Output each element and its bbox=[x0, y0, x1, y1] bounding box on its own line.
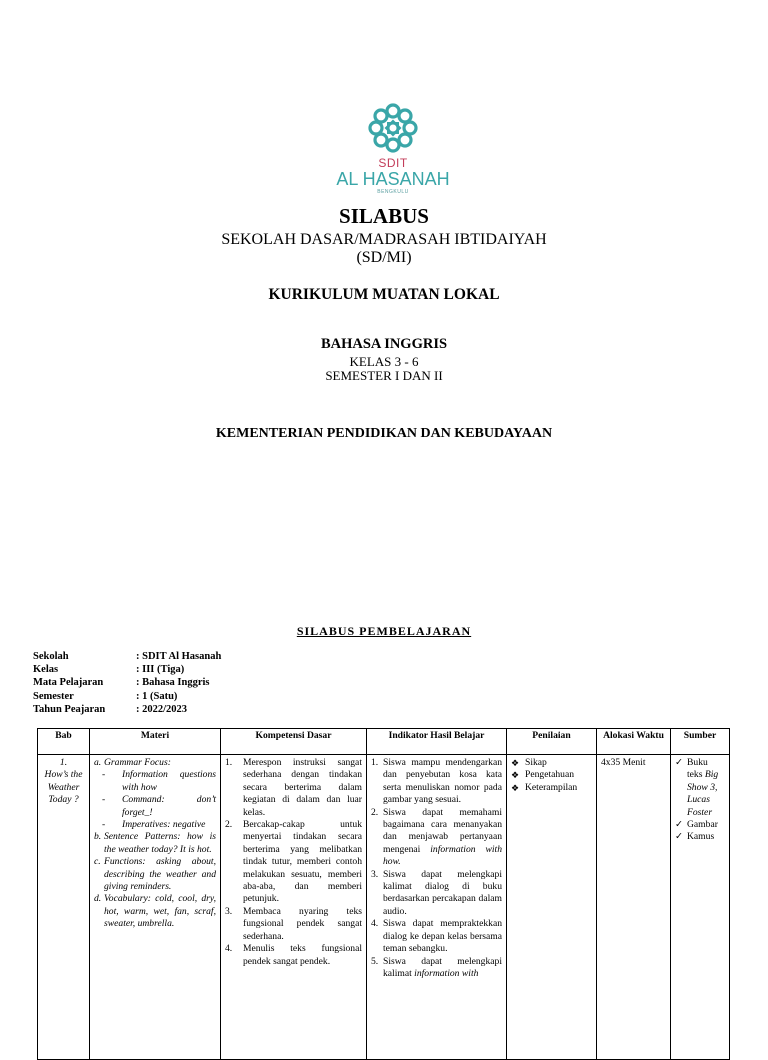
indikator-plain: Siswa dapat melengkapi kalimat bbox=[383, 955, 502, 979]
list-marker: 1. bbox=[371, 757, 379, 768]
bab-text: 1. How’s the Weather Today ? bbox=[44, 757, 83, 806]
table-row bbox=[38, 755, 730, 1060]
list-item bbox=[371, 807, 502, 869]
section-heading bbox=[0, 624, 768, 639]
list-item bbox=[371, 918, 502, 955]
materi-d: Vocabulary: cold, cool, dry, hot, warm, wet, fan, scraf, sweater, umbrella. bbox=[104, 893, 216, 930]
school-level-abbrev: (SD/MI) bbox=[356, 249, 412, 266]
info-row bbox=[33, 650, 221, 663]
kompetensi-text: Menulis teks fungsional pendek sangat pendek. bbox=[243, 943, 362, 967]
list-item bbox=[94, 794, 216, 819]
logo-sdit-text: SDIT bbox=[378, 156, 408, 170]
checkmark-icon: ✓ bbox=[675, 757, 684, 768]
indikator-text bbox=[383, 807, 502, 869]
list-item bbox=[225, 943, 362, 968]
header-indikator: Indikator Hasil Belajar bbox=[367, 729, 507, 755]
checkmark-icon: ✓ bbox=[675, 819, 684, 831]
checkmark-icon: ✓ bbox=[675, 831, 684, 843]
list-marker: 1. bbox=[225, 757, 233, 768]
list-item bbox=[225, 906, 362, 943]
alokasi-text: 4x35 Menit bbox=[601, 757, 646, 768]
logo-city: BENGKULU bbox=[377, 189, 409, 195]
info-value: : Bahasa Inggris bbox=[136, 677, 210, 689]
list-item bbox=[94, 757, 216, 769]
info-label: Kelas bbox=[33, 664, 59, 676]
list-marker: 3. bbox=[225, 905, 233, 917]
sumber-plain: Buku teks bbox=[687, 757, 708, 781]
list-item bbox=[94, 856, 216, 893]
cell-kompetensi bbox=[221, 755, 367, 1060]
list-item bbox=[675, 819, 725, 831]
header-penilaian: Penilaian bbox=[507, 729, 597, 755]
indikator-plain: Siswa mampu mendengarkan dan penyebutan kosa kata serta menuliskan nomor pada gambar yang sesuai. bbox=[383, 757, 502, 806]
list-item bbox=[371, 757, 502, 807]
info-label: Mata Pelajaran bbox=[33, 677, 104, 689]
info-row bbox=[33, 676, 221, 689]
diamond-bullet-icon: ❖ bbox=[511, 770, 520, 781]
materi-a-sub: Command: don’t forget_! bbox=[122, 794, 216, 818]
header-alokasi: Alokasi Waktu bbox=[597, 729, 671, 755]
cell-alokasi bbox=[597, 755, 671, 1060]
header-bab: Bab bbox=[38, 729, 90, 755]
header-materi: Materi bbox=[90, 729, 221, 755]
indikator-italic: information with bbox=[414, 967, 479, 979]
indikator-text bbox=[383, 869, 502, 919]
materi-a-sub: Imperatives: negative bbox=[122, 819, 206, 831]
info-row bbox=[33, 690, 221, 703]
curriculum-title: KURIKULUM MUATAN LOKAL bbox=[268, 286, 500, 303]
section-heading-text: SILABUS PEMBELAJARAN bbox=[296, 624, 472, 638]
cell-indikator bbox=[367, 755, 507, 1060]
syllabus-table bbox=[37, 728, 730, 1060]
list-item bbox=[371, 956, 502, 981]
indikator-italic: information with how. bbox=[383, 843, 502, 868]
school-logo bbox=[334, 100, 452, 196]
list-item bbox=[94, 769, 216, 794]
indikator-text bbox=[383, 757, 502, 807]
diamond-bullet-icon: ❖ bbox=[511, 782, 520, 793]
materi-b: Sentence Patterns: how is the weather today? It is hot. bbox=[104, 831, 216, 855]
sumber-text: Kamus bbox=[687, 831, 715, 843]
semester-range: SEMESTER I DAN II bbox=[325, 368, 443, 383]
list-marker: - bbox=[102, 769, 106, 781]
list-marker: 2. bbox=[225, 819, 233, 831]
info-value: : 2022/2023 bbox=[136, 703, 188, 715]
cell-bab bbox=[38, 755, 90, 1060]
info-label: Tahun Peajaran bbox=[33, 703, 106, 715]
logo-school-name: AL HASANAH bbox=[336, 169, 450, 189]
list-marker: b. bbox=[94, 831, 102, 843]
sumber-text: Gambar bbox=[687, 819, 718, 831]
indikator-text bbox=[383, 956, 502, 981]
cell-materi bbox=[90, 755, 221, 1060]
list-marker: c. bbox=[94, 856, 101, 868]
list-item bbox=[225, 819, 362, 906]
list-marker: 4. bbox=[225, 943, 233, 955]
info-value: : III (Tiga) bbox=[136, 664, 185, 676]
list-marker: 4. bbox=[371, 918, 379, 930]
cell-penilaian bbox=[507, 755, 597, 1060]
document-title: SILABUS bbox=[339, 204, 429, 228]
materi-a-sub: Information questions with how bbox=[122, 769, 216, 793]
list-item bbox=[675, 757, 725, 819]
materi-c: Functions: asking about, describing the weather and giving reminders. bbox=[104, 856, 216, 893]
school-level-title: SEKOLAH DASAR/MADRASAH IBTIDAIYAH bbox=[221, 231, 547, 248]
info-label: Semester bbox=[33, 690, 74, 702]
penilaian-text: Sikap bbox=[525, 757, 547, 768]
list-item bbox=[94, 819, 216, 831]
header-sumber: Sumber bbox=[671, 729, 730, 755]
indikator-plain: Siswa dapat mempraktekkan dialog ke depan kelas bersama teman sebangku. bbox=[383, 918, 502, 955]
penilaian-text: Pengetahuan bbox=[525, 769, 575, 781]
list-item bbox=[371, 869, 502, 919]
diamond-bullet-icon: ❖ bbox=[511, 758, 520, 768]
list-marker: d. bbox=[94, 893, 102, 905]
cell-sumber bbox=[671, 755, 730, 1060]
kompetensi-text: Merespon instruksi sangat sederhana dengan tindakan secara berterima dalam kegiatan di dalam dan luar kelas. bbox=[243, 757, 362, 818]
kompetensi-text: Bercakap-cakap untuk menyertai tindakan secara berterima yang melibatkan tindak tutur, memberi contoh melakukan sesuatu, memberi aba-aba, dan memberi petunjuk. bbox=[243, 819, 362, 905]
info-row bbox=[33, 703, 221, 716]
list-item bbox=[225, 757, 362, 819]
sumber-italic: Big Show 3, Lucas Foster bbox=[687, 769, 719, 818]
header-kompetensi: Kompetensi Dasar bbox=[221, 729, 367, 755]
indikator-plain: Siswa dapat memahami bagaimana cara menanyakan dan menjawab pertanyaan mengenai bbox=[383, 806, 502, 855]
subject-title: BAHASA INGGRIS bbox=[320, 336, 448, 352]
indikator-plain: Siswa dapat melengkapi kalimat dialog di buku berdasarkan percakapan dalam audio. bbox=[383, 868, 502, 917]
list-marker: 3. bbox=[371, 868, 379, 880]
list-marker: - bbox=[102, 819, 106, 831]
kompetensi-text: Membaca nyaring teks fungsional pendek sangat sederhana. bbox=[243, 905, 362, 942]
list-item bbox=[511, 769, 592, 781]
list-item bbox=[511, 782, 592, 794]
info-row bbox=[33, 663, 221, 676]
materi-a: Grammar Focus: bbox=[104, 757, 171, 768]
list-item bbox=[94, 831, 216, 856]
info-label: Sekolah bbox=[33, 651, 69, 662]
list-item bbox=[94, 893, 216, 930]
list-item bbox=[675, 831, 725, 843]
info-value: : SDIT Al Hasanah bbox=[136, 651, 222, 662]
list-marker: 2. bbox=[371, 806, 379, 818]
list-item bbox=[511, 757, 592, 769]
indikator-text bbox=[383, 918, 502, 955]
sumber-text bbox=[687, 757, 725, 819]
info-block bbox=[33, 650, 221, 716]
class-range: KELAS 3 - 6 bbox=[349, 354, 419, 369]
table-header-row bbox=[38, 729, 730, 755]
list-marker: - bbox=[102, 794, 106, 806]
info-value: : 1 (Satu) bbox=[136, 690, 178, 702]
list-marker: a. bbox=[94, 757, 102, 768]
penilaian-text: Keterampilan bbox=[525, 781, 578, 793]
ministry-title: KEMENTERIAN PENDIDIKAN DAN KEBUDAYAAN bbox=[215, 426, 553, 441]
list-marker: 5. bbox=[371, 955, 379, 967]
flower-emblem-icon bbox=[365, 100, 421, 156]
